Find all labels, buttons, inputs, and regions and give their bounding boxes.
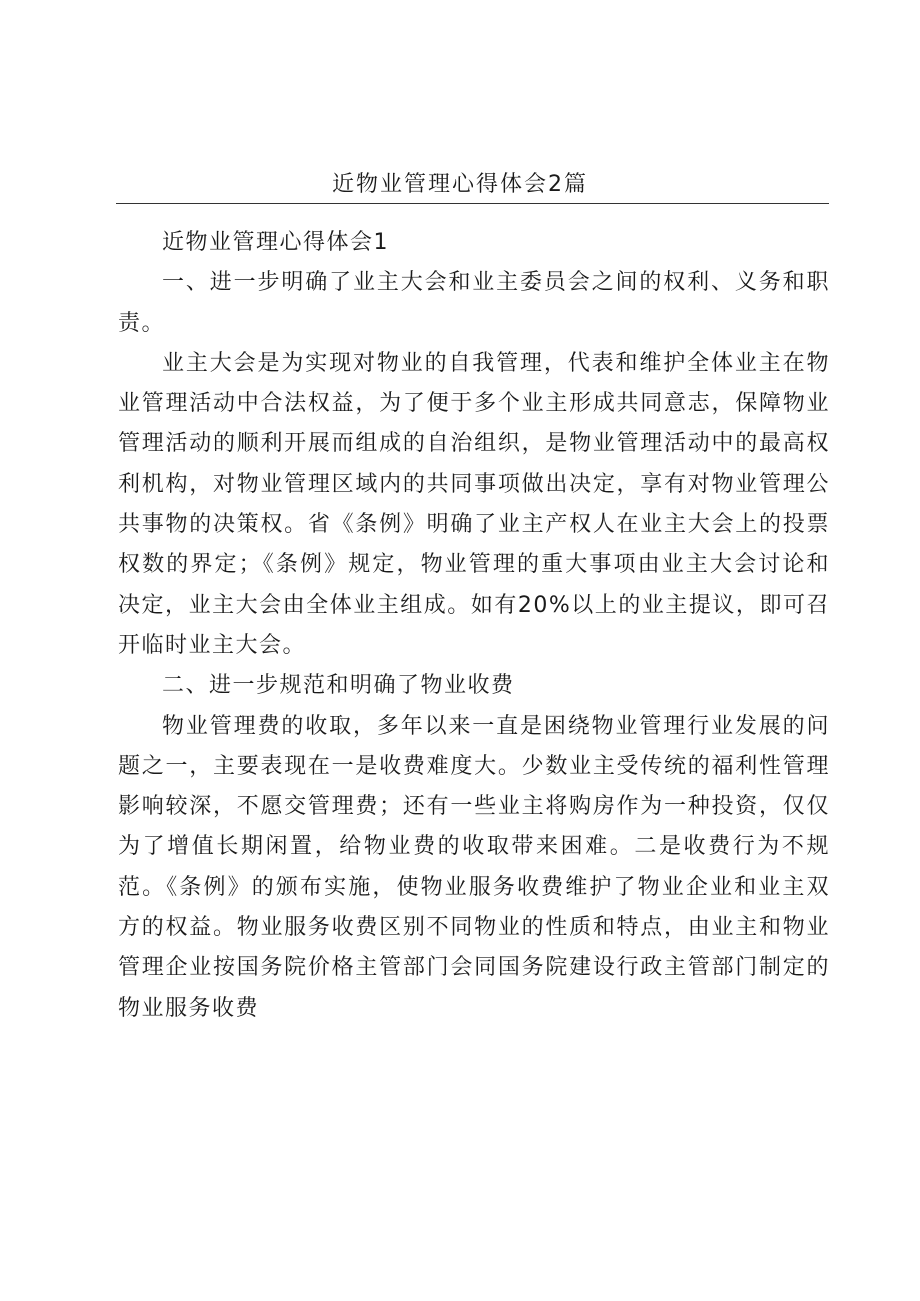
title-divider xyxy=(116,203,829,204)
paragraph-heading-2: 二、进一步规范和明确了物业收费 xyxy=(162,673,515,699)
paragraph-body-1: 业主大会是为实现对物业的自我管理，代表和维护全体业主在物业管理活动中合法权益，为了便于多个业主形成共同意志，保障物业管理活动的顺利开展而组成的自治组织，是物业管理活动中的最高权利机构，对物业管理区域内的共同事项做出决定，享有对物业管理公共事物的决策权。省《条例》明确了业主产权人在业主大会上的投票权数的界定；《条例》规定，物业管理的重大事项由业主大会讨论和决定，业主大会由全体业主组成。如有20%以上的业主提议，即可召开临时业主大会。 xyxy=(118,350,830,658)
paragraph-heading-1: 一、进一步明确了业主大会和业主委员会之间的权利、义务和职责。 xyxy=(118,270,830,336)
document-title: 近物业管理心得体会2篇 xyxy=(332,172,588,197)
section-heading-1: 近物业管理心得体会1 xyxy=(162,230,389,255)
paragraph-body-2: 物业管理费的收取，多年以来一直是困绕物业管理行业发展的问题之一，主要表现在一是收费难度大。少数业主受传统的福利性管理影响较深，不愿交管理费；还有一些业主将购房作为一种投资，仅仅为了增值长期闲置，给物业费的收取带来困难。二是收费行为不规范。《条例》的颁布实施，使物业服务收费维护了物业企业和业主双方的权益。物业服务收费区别不同物业的性质和特点，由业主和物业管理企业按国务院价格主管部门会同国务院建设行政主管部门制定的物业服务收费 xyxy=(118,713,830,1021)
document-body xyxy=(118,223,830,1029)
